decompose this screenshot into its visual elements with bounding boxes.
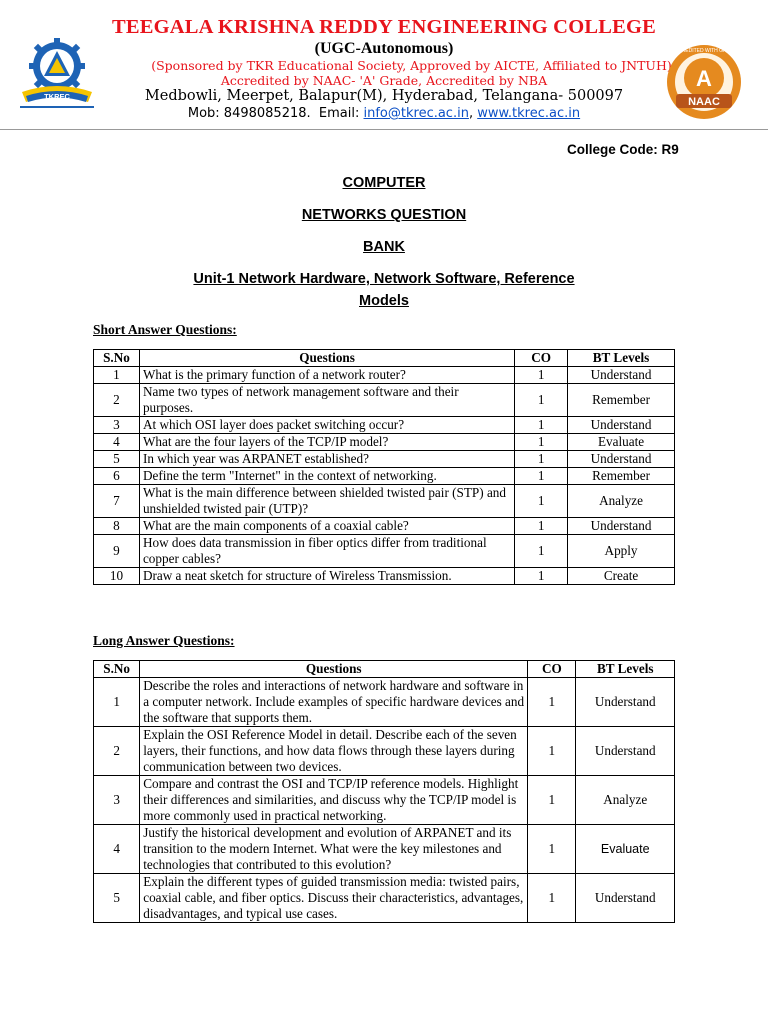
table-row — [94, 535, 675, 568]
question-cell: In which year was ARPANET established? — [139, 451, 514, 468]
column-header-bt-levels: BT Levels — [576, 661, 675, 678]
co-cell: 1 — [515, 568, 568, 585]
co-cell: 1 — [515, 367, 568, 384]
college-code: College Code: R9 — [567, 142, 679, 157]
title-line-3: BANK — [363, 239, 405, 255]
question-cell: At which OSI layer does packet switching occur? — [139, 417, 514, 434]
question-cell: Explain the different types of guided transmission media: twisted pairs, coaxial cable, and fiber optics. Discuss their characteristics, advantages, disadvantages, and typical use cases. — [140, 874, 528, 923]
co-cell: 1 — [528, 776, 576, 825]
bt-level-cell: Understand — [568, 518, 675, 535]
question-cell: Draw a neat sketch for structure of Wireless Transmission. — [139, 568, 514, 585]
svg-text:NAAC: NAAC — [688, 96, 720, 108]
bt-level-cell: Understand — [568, 417, 675, 434]
svg-text:ACCREDITED WITH GRADE: ACCREDITED WITH GRADE — [671, 48, 737, 54]
bt-level-cell: Apply — [568, 535, 675, 568]
table-header-row — [94, 350, 675, 367]
question-cell: What is the main difference between shielded twisted pair (STP) and unshielded twisted pair (UTP)? — [139, 485, 514, 518]
header-divider — [0, 129, 768, 130]
table-row — [94, 874, 675, 923]
website-link[interactable]: www.tkrec.ac.in — [477, 106, 581, 121]
table-row — [94, 727, 675, 776]
bt-level-cell: Analyze — [568, 485, 675, 518]
bt-level-cell: Evaluate — [576, 825, 675, 874]
sno-cell: 4 — [94, 434, 140, 451]
question-cell: What is the primary function of a network router? — [139, 367, 514, 384]
table-row — [94, 451, 675, 468]
bt-level-cell: Understand — [576, 678, 675, 727]
column-header-co: CO — [515, 350, 568, 367]
bt-level-cell: Analyze — [576, 776, 675, 825]
sno-cell: 9 — [94, 535, 140, 568]
co-cell: 1 — [515, 434, 568, 451]
column-header-sno: S.No — [94, 661, 140, 678]
bt-level-cell: Evaluate — [568, 434, 675, 451]
table-row — [94, 384, 675, 417]
table-header-row — [94, 661, 675, 678]
sno-cell: 1 — [94, 678, 140, 727]
sno-cell: 2 — [94, 727, 140, 776]
sno-cell: 6 — [94, 468, 140, 485]
question-cell: Describe the roles and interactions of network hardware and software in a computer network. Include examples of specific hardware devices and the software that supports them. — [140, 678, 528, 727]
sponsor-line: (Sponsored by TKR Educational Society, Approved by AICTE, Affiliated to JNTUH) — [151, 58, 672, 73]
autonomous-status: (UGC-Autonomous) — [314, 40, 454, 57]
co-cell: 1 — [515, 485, 568, 518]
column-header-questions: Questions — [140, 661, 528, 678]
question-cell: What are the four layers of the TCP/IP model? — [139, 434, 514, 451]
email-link[interactable]: info@tkrec.ac.in — [363, 106, 469, 121]
mobile-text: Mob: 8498085218. Email: — [187, 106, 364, 121]
svg-text:A: A — [696, 66, 712, 91]
question-cell: Compare and contrast the OSI and TCP/IP reference models. Highlight their differences and similarities, and discuss why the TCP/IP model is more commonly used in practical networking. — [140, 776, 528, 825]
bt-level-cell: Remember — [568, 384, 675, 417]
bt-level-cell: Create — [568, 568, 675, 585]
question-cell: Explain the OSI Reference Model in detail. Describe each of the seven layers, their functions, and how data flows through these layers during communication between two devices. — [140, 727, 528, 776]
co-cell: 1 — [528, 825, 576, 874]
table-row — [94, 518, 675, 535]
table-row — [94, 678, 675, 727]
column-header-bt-levels: BT Levels — [568, 350, 675, 367]
title-line-2: NETWORKS QUESTION — [301, 207, 467, 223]
co-cell: 1 — [515, 384, 568, 417]
unit-title-line-2: Models — [359, 293, 409, 309]
question-cell: What are the main components of a coaxial cable? — [139, 518, 514, 535]
bt-level-cell: Understand — [576, 874, 675, 923]
co-cell: 1 — [528, 678, 576, 727]
contact-line — [0, 106, 768, 121]
long-answer-heading: Long Answer Questions: — [93, 633, 235, 648]
short-answer-table — [93, 349, 675, 585]
column-header-co: CO — [528, 661, 576, 678]
sno-cell: 5 — [94, 451, 140, 468]
co-cell: 1 — [528, 727, 576, 776]
table-row — [94, 776, 675, 825]
naac-logo-icon — [664, 42, 744, 122]
accreditation-line: Accredited by NAAC- 'A' Grade, Accredited by NBA — [220, 73, 548, 88]
question-cell: Justify the historical development and evolution of ARPANET and its transition to the modern Internet. What were the key milestones and technologies that contributed to this evolution? — [140, 825, 528, 874]
co-cell: 1 — [515, 451, 568, 468]
table-row — [94, 568, 675, 585]
sno-cell: 3 — [94, 776, 140, 825]
title-line-1: COMPUTER — [342, 175, 426, 191]
question-cell: Name two types of network management software and their purposes. — [139, 384, 514, 417]
table-row — [94, 434, 675, 451]
sno-cell: 1 — [94, 367, 140, 384]
unit-title-line-1: Unit-1 Network Hardware, Network Software, Reference — [193, 271, 575, 287]
co-cell: 1 — [515, 468, 568, 485]
question-cell: How does data transmission in fiber optics differ from traditional copper cables? — [139, 535, 514, 568]
svg-text:TKREC: TKREC — [44, 92, 70, 101]
short-answer-heading: Short Answer Questions: — [93, 322, 237, 337]
college-name: TEEGALA KRISHNA REDDY ENGINEERING COLLEGE — [112, 16, 656, 38]
table-row — [94, 367, 675, 384]
table-row — [94, 417, 675, 434]
letterhead — [0, 0, 768, 128]
table-row — [94, 468, 675, 485]
table-row — [94, 825, 675, 874]
table-row — [94, 485, 675, 518]
sno-cell: 5 — [94, 874, 140, 923]
sno-cell: 8 — [94, 518, 140, 535]
co-cell: 1 — [528, 874, 576, 923]
long-answer-table — [93, 660, 675, 923]
question-cell: Define the term "Internet" in the context of networking. — [139, 468, 514, 485]
co-cell: 1 — [515, 518, 568, 535]
address-line: Medbowli, Meerpet, Balapur(M), Hyderabad, Telangana- 500097 — [144, 88, 624, 104]
bt-level-cell: Understand — [568, 367, 675, 384]
bt-level-cell: Understand — [576, 727, 675, 776]
sno-cell: 10 — [94, 568, 140, 585]
bt-level-cell: Understand — [568, 451, 675, 468]
column-header-sno: S.No — [94, 350, 140, 367]
co-cell: 1 — [515, 535, 568, 568]
sno-cell: 3 — [94, 417, 140, 434]
co-cell: 1 — [515, 417, 568, 434]
sno-cell: 7 — [94, 485, 140, 518]
bt-level-cell: Remember — [568, 468, 675, 485]
column-header-questions: Questions — [139, 350, 514, 367]
sno-cell: 2 — [94, 384, 140, 417]
link-separator: , — [468, 106, 478, 121]
sno-cell: 4 — [94, 825, 140, 874]
